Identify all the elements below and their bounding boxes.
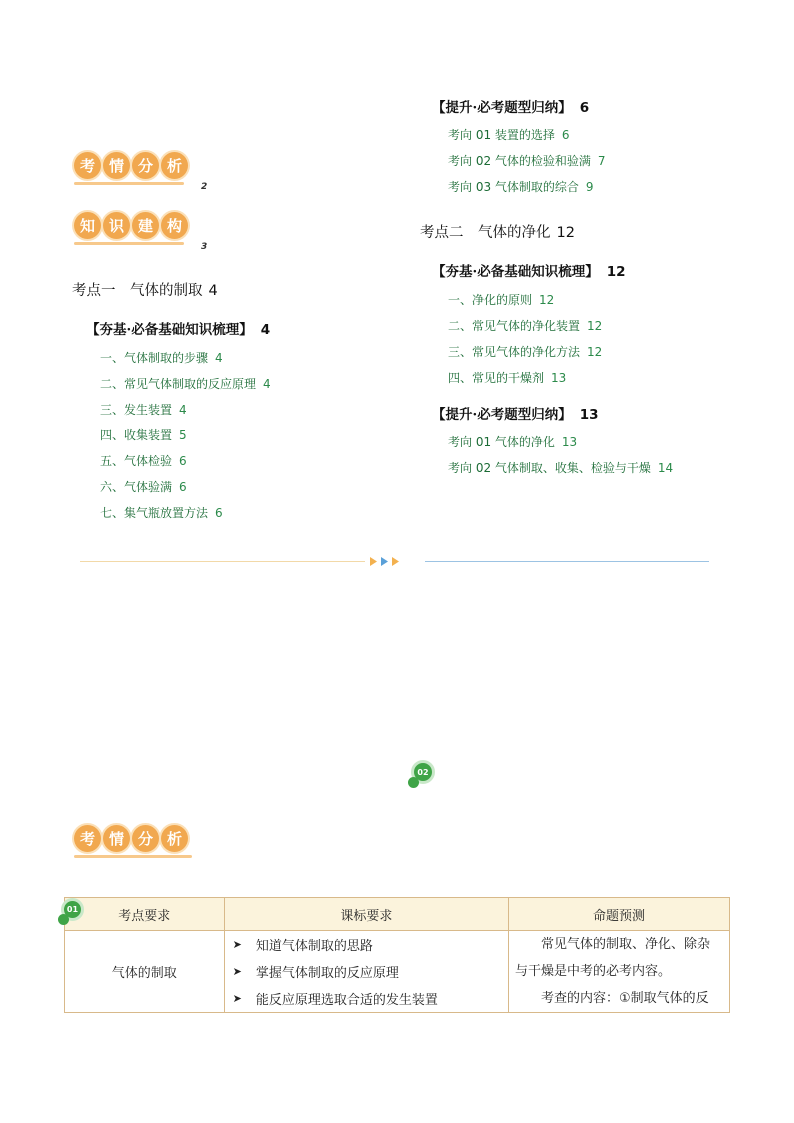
- toc-point2-advanced[interactable]: [432, 403, 599, 423]
- prediction-line: 考查的内容：①制取气体的反: [541, 991, 709, 1006]
- toc-item[interactable]: [100, 375, 271, 392]
- toc-item[interactable]: [448, 343, 602, 360]
- toc-item-label: 七、集气瓶放置方法: [100, 506, 209, 520]
- toc-point2-title: 考点二 气体的净化: [420, 225, 551, 241]
- badge-underline: [74, 182, 184, 185]
- divider-left: [80, 561, 365, 562]
- toc-item[interactable]: [100, 452, 187, 469]
- toc-item[interactable]: [448, 459, 673, 476]
- analysis-badge-page[interactable]: 2: [201, 182, 208, 192]
- toc-section-page: 4: [260, 322, 271, 338]
- toc-section-label: 【夯基·必备基础知识梳理】: [86, 322, 253, 338]
- toc-item-label: 三、常见气体的净化方法: [448, 345, 581, 359]
- toc-section-label: 【提升·必考题型归纳】: [432, 100, 572, 116]
- toc-point1-page: 4: [208, 283, 218, 299]
- requirement-text: 知道气体制取的思路: [255, 939, 373, 954]
- badge-char: 识: [103, 212, 130, 239]
- badge-char: 考: [74, 152, 101, 179]
- badge-char: 情: [103, 825, 130, 852]
- requirement-text: 能反应原理选取合适的发生装置: [255, 993, 438, 1008]
- toc-item-page: 6: [179, 454, 187, 468]
- table-cell-topic: 气体的制取: [65, 931, 225, 1013]
- requirement-item: [225, 985, 508, 1012]
- badge-char: 知: [74, 212, 101, 239]
- badge-underline: [74, 855, 192, 858]
- knowledge-badge-page[interactable]: 3: [201, 242, 208, 252]
- toc-item-page: 4: [215, 351, 223, 365]
- toc-item-page: 6: [561, 128, 570, 142]
- toc-item-label: 考向 01 气体的净化: [448, 435, 555, 449]
- badge-char: 析: [161, 825, 188, 852]
- requirement-text: 掌握气体制取的反应原理: [255, 966, 399, 981]
- toc-item[interactable]: [448, 433, 577, 450]
- toc-item[interactable]: [448, 152, 606, 169]
- toc-item-page: 13: [551, 371, 567, 385]
- badge-char: 析: [161, 152, 188, 179]
- badge-char: 建: [132, 212, 159, 239]
- toc-item-label: 四、收集装置: [100, 428, 173, 442]
- prediction-line: 与干燥是中考的必考内容。: [515, 964, 672, 979]
- table-marker-number: 01: [66, 905, 79, 914]
- toc-point1-basics[interactable]: [86, 318, 270, 338]
- requirement-item: [225, 958, 508, 985]
- arrow-bullet-icon: ➤: [232, 938, 242, 951]
- analysis-badge: [74, 152, 188, 185]
- toc-item-page: 6: [179, 480, 187, 494]
- toc-item-label: 一、净化的原则: [448, 293, 533, 307]
- toc-item-label: 一、气体制取的步骤: [100, 351, 209, 365]
- toc-item-label: 考向 02 气体制取、收集、检验与干燥: [448, 461, 651, 475]
- toc-item-page: 6: [215, 506, 223, 520]
- badge-char: 分: [132, 152, 159, 179]
- requirement-item: [225, 931, 508, 958]
- toc-item-page: 5: [179, 428, 187, 442]
- table-header-cell: 考点要求: [65, 898, 225, 931]
- badge-char: 分: [132, 825, 159, 852]
- toc-section-page: 13: [579, 407, 599, 423]
- toc-item-page: 12: [587, 319, 603, 333]
- toc-section-label: 【夯基·必备基础知识梳理】: [432, 264, 599, 280]
- toc-item-label: 五、气体检验: [100, 454, 173, 468]
- toc-item-page: 4: [263, 377, 271, 391]
- toc-item[interactable]: [448, 126, 570, 143]
- section-badge-analysis: [74, 825, 192, 858]
- toc-item[interactable]: [100, 504, 223, 521]
- badge-char: 构: [161, 212, 188, 239]
- toc-item[interactable]: [448, 178, 594, 195]
- badge-char: 考: [74, 825, 101, 852]
- toc-point2-page: 12: [556, 225, 575, 241]
- toc-point2-basics[interactable]: [432, 260, 626, 280]
- divider-right: [425, 561, 709, 562]
- toc-section-page: 12: [606, 264, 626, 280]
- toc-item-label: 三、发生装置: [100, 403, 173, 417]
- page-number-marker: [408, 760, 438, 788]
- table-header-cell: 命题预测: [509, 898, 730, 931]
- toc-item[interactable]: [100, 478, 187, 495]
- toc-item-label: 考向 02 气体的检验和验满: [448, 154, 591, 168]
- toc-point2[interactable]: [420, 221, 575, 242]
- arrow-bullet-icon: ➤: [232, 992, 242, 1005]
- prediction-line: 常见气体的制取、净化、除杂: [541, 937, 711, 952]
- toc-item-page: 9: [585, 180, 594, 194]
- toc-point1[interactable]: [72, 279, 218, 300]
- toc-section-page: 6: [579, 100, 590, 116]
- toc-item-label: 考向 03 气体制取的综合: [448, 180, 579, 194]
- toc-item-page: 14: [657, 461, 674, 475]
- toc-point1-advanced[interactable]: [432, 96, 589, 116]
- table-header-row: [65, 898, 730, 931]
- table-header-cell: 课标要求: [224, 898, 508, 931]
- toc-item-label: 二、常见气体的净化装置: [448, 319, 581, 333]
- knowledge-badge: [74, 212, 188, 245]
- toc-item-page: 12: [539, 293, 555, 307]
- toc-item[interactable]: [448, 317, 602, 334]
- toc-item-page: 12: [587, 345, 603, 359]
- table-marker: [58, 898, 86, 926]
- toc-item[interactable]: [100, 349, 223, 366]
- toc-item[interactable]: [100, 401, 187, 418]
- requirements-table: [64, 897, 730, 1013]
- table-cell-requirements: [224, 931, 508, 1013]
- toc-item-page: 7: [597, 154, 606, 168]
- arrow-icons: [368, 556, 404, 567]
- toc-section-label: 【提升·必考题型归纳】: [432, 407, 572, 423]
- badge-underline: [74, 242, 184, 245]
- toc-item-page: 13: [561, 435, 578, 449]
- toc-item-label: 二、常见气体制取的反应原理: [100, 377, 257, 391]
- table-row: [65, 931, 730, 1013]
- arrow-bullet-icon: ➤: [232, 965, 242, 978]
- toc-item[interactable]: [448, 369, 566, 386]
- toc-item-label: 四、常见的干燥剂: [448, 371, 545, 385]
- page-number: 02: [417, 767, 429, 777]
- toc-item-label: 考向 01 装置的选择: [448, 128, 555, 142]
- toc-point1-title: 考点一 气体的制取: [72, 283, 203, 299]
- toc-item-page: 4: [179, 403, 187, 417]
- toc-item[interactable]: [100, 426, 187, 443]
- toc-item-label: 六、气体验满: [100, 480, 173, 494]
- table-cell-prediction: [509, 931, 730, 1013]
- badge-char: 情: [103, 152, 130, 179]
- toc-item[interactable]: [448, 291, 554, 308]
